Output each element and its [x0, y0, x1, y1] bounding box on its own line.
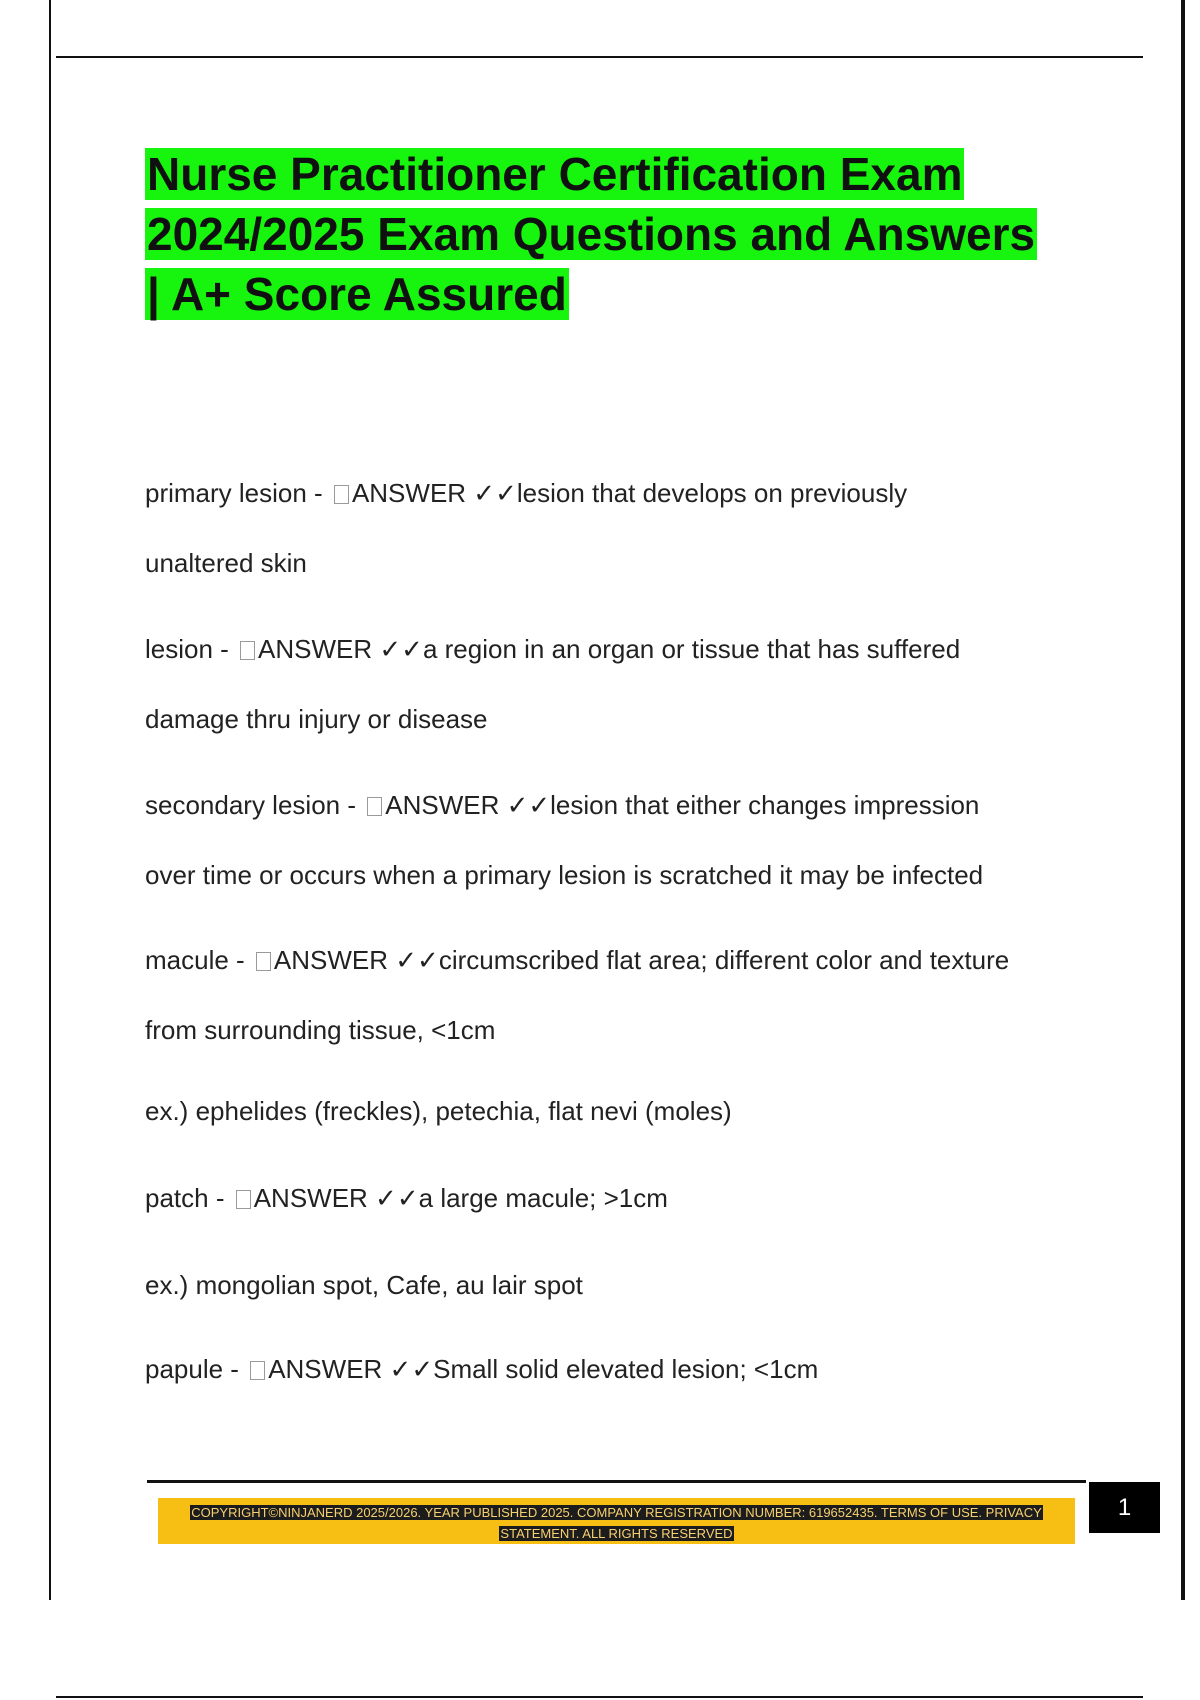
entry-lesion-continuation: damage thru injury or disease	[145, 704, 488, 734]
document-title	[145, 144, 1145, 324]
entry-patch-example: ex.) mongolian spot, Cafe, au lair spot	[145, 1270, 583, 1300]
entry-term: lesion -	[145, 634, 237, 664]
missing-glyph-box-icon	[256, 952, 271, 971]
title-line-3: | A+ Score Assured	[147, 268, 567, 320]
entry-primary-lesion-continuation: unaltered skin	[145, 548, 307, 578]
entry-answer: ANSWER ✓✓Small solid elevated lesion; <1cm	[268, 1354, 819, 1384]
entry-secondary-lesion	[145, 788, 979, 822]
entry-macule-example: ex.) ephelides (freckles), petechia, flat nevi (moles)	[145, 1096, 732, 1126]
page-border-left	[49, 0, 51, 1600]
missing-glyph-box-icon	[240, 641, 255, 660]
next-page-rule	[56, 1696, 1143, 1698]
entry-secondary-lesion-continuation: over time or occurs when a primary lesion is scratched it may be infected	[145, 860, 984, 890]
title-line-1: Nurse Practitioner Certification Exam	[147, 148, 963, 200]
missing-glyph-box-icon	[250, 1361, 265, 1380]
entry-term: secondary lesion -	[145, 790, 364, 820]
entry-term: patch -	[145, 1183, 232, 1213]
entry-primary-lesion	[145, 476, 907, 510]
header-rule	[56, 56, 1143, 58]
missing-glyph-box-icon	[334, 485, 349, 504]
entry-answer: ANSWER ✓✓circumscribed flat area; different color and texture	[273, 945, 1010, 975]
page-number: 1	[1089, 1482, 1160, 1533]
entry-term: papule -	[145, 1354, 247, 1384]
entry-macule-continuation: from surrounding tissue, <1cm	[145, 1015, 496, 1045]
missing-glyph-box-icon	[367, 797, 382, 816]
footer-rule	[147, 1480, 1086, 1483]
entry-papule	[145, 1352, 818, 1386]
entry-term: macule -	[145, 945, 252, 975]
entry-answer: ANSWER ✓✓a large macule; >1cm	[253, 1183, 668, 1213]
missing-glyph-box-icon	[236, 1190, 251, 1209]
entry-answer: ANSWER ✓✓lesion that develops on previously	[351, 478, 908, 508]
entry-macule	[145, 943, 1009, 977]
title-line-2: 2024/2025 Exam Questions and Answers	[147, 208, 1036, 260]
footer-copyright-text	[170, 1502, 1063, 1544]
copyright-line-1: COPYRIGHT©NINJANERD 2025/2026. YEAR PUBLISHED 2025. COMPANY REGISTRATION NUMBER: 619652435. TERMS OF USE. PRIVACY	[191, 1505, 1042, 1520]
entry-answer: ANSWER ✓✓lesion that either changes impression	[385, 790, 980, 820]
entry-patch	[145, 1181, 668, 1215]
page-border-right	[1181, 0, 1185, 1600]
entry-lesion	[145, 632, 960, 666]
entry-answer: ANSWER ✓✓a region in an organ or tissue that has suffered	[258, 634, 961, 664]
copyright-line-2: STATEMENT. ALL RIGHTS RESERVED	[500, 1526, 733, 1541]
entry-term: primary lesion -	[145, 478, 330, 508]
